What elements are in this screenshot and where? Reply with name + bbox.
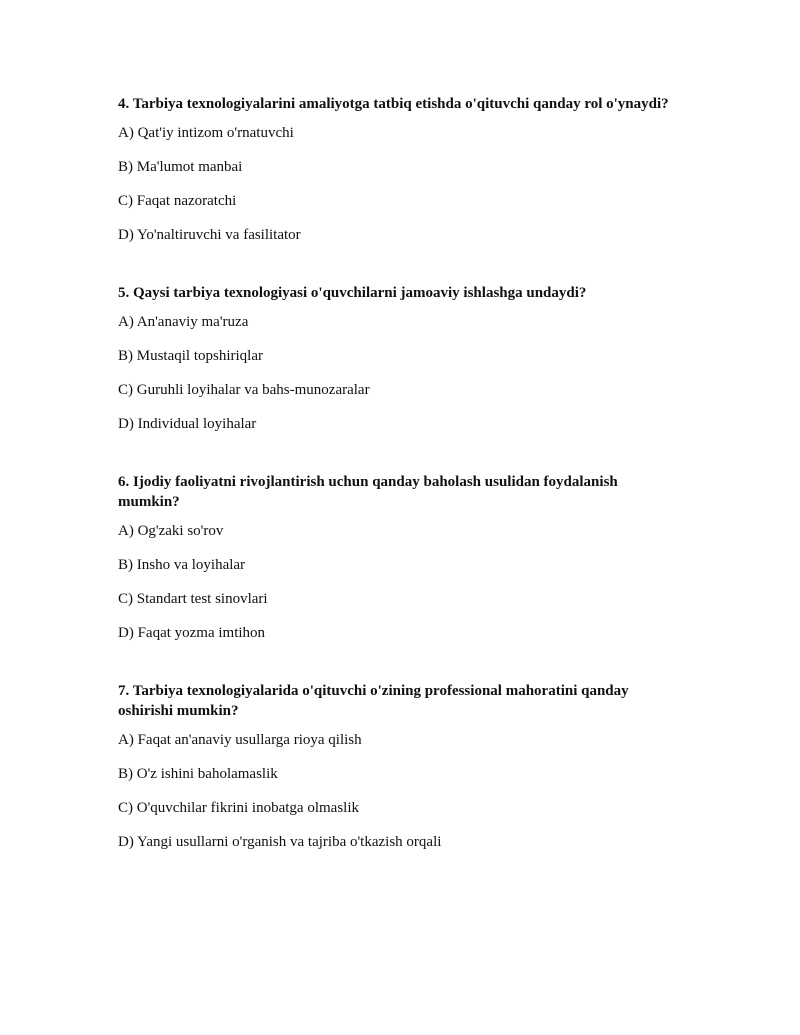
option-d: D) Individual loyihalar bbox=[118, 416, 257, 432]
question-4 bbox=[118, 94, 678, 245]
option-d: D) Faqat yozma imtihon bbox=[118, 625, 266, 641]
option-b: B) Mustaqil topshiriqlar bbox=[118, 348, 263, 364]
option-c: C) Standart test sinovlari bbox=[118, 591, 268, 607]
question-6 bbox=[118, 472, 678, 643]
option-d: D) Yo'naltiruvchi va fasilitator bbox=[118, 227, 301, 243]
option-b: B) O'z ishini baholamaslik bbox=[118, 766, 278, 782]
option-a: A) Qat'iy intizom o'rnatuvchi bbox=[118, 125, 294, 141]
option-a: A) Og'zaki so'rov bbox=[118, 523, 224, 539]
option-b: B) Ma'lumot manbai bbox=[118, 159, 243, 175]
option-d: D) Yangi usullarni o'rganish va tajriba o'tkazish orqali bbox=[118, 834, 442, 850]
question-7 bbox=[118, 681, 678, 852]
option-a: A) An'anaviy ma'ruza bbox=[118, 314, 249, 330]
question-title: 4. Tarbiya texnologiyalarini amaliyotga tatbiq etishda o'qituvchi qanday rol o'ynaydi? bbox=[118, 96, 669, 112]
question-title: 6. Ijodiy faoliyatni rivojlantirish uchun qanday baholash usulidan foydalanish mumkin? bbox=[118, 474, 618, 510]
document-page bbox=[118, 94, 678, 866]
question-title: 5. Qaysi tarbiya texnologiyasi o'quvchilarni jamoaviy ishlashga undaydi? bbox=[118, 285, 587, 301]
option-b: B) Insho va loyihalar bbox=[118, 557, 246, 573]
option-c: C) Faqat nazoratchi bbox=[118, 193, 237, 209]
question-title: 7. Tarbiya texnologiyalarida o'qituvchi o'zining professional mahoratini qanday oshirishi mumkin? bbox=[118, 683, 629, 719]
option-c: C) Guruhli loyihalar va bahs-munozaralar bbox=[118, 382, 370, 398]
option-a: A) Faqat an'anaviy usullarga rioya qilish bbox=[118, 732, 362, 748]
option-c: C) O'quvchilar fikrini inobatga olmaslik bbox=[118, 800, 359, 816]
question-5 bbox=[118, 283, 678, 434]
